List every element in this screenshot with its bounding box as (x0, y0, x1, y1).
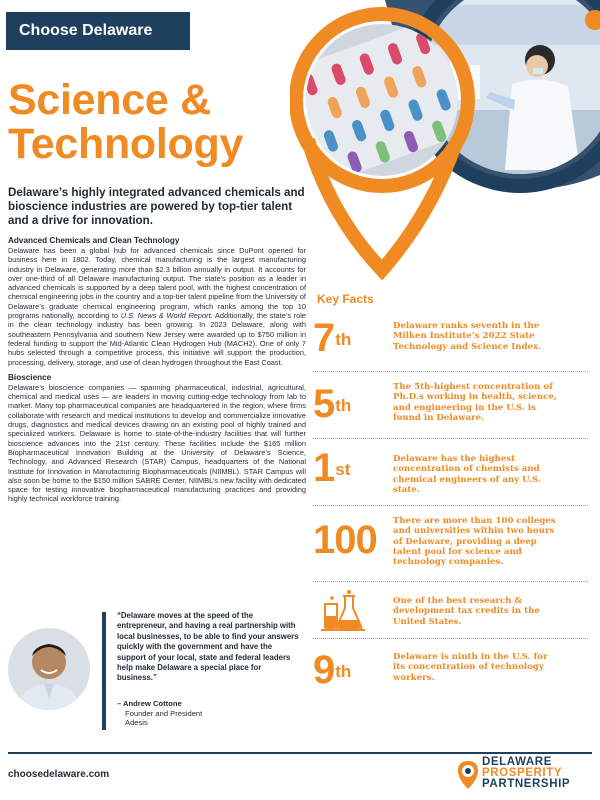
key-fact-2 (313, 384, 593, 434)
title-line-1: Science & (8, 76, 211, 124)
lead-paragraph: Delaware’s highly integrated advanced chemicals and bioscience industries are powered by top-tier talent and a drive for innovation. (8, 186, 305, 227)
quote-company: Adesis (125, 718, 148, 727)
section-heading-bioscience: Bioscience (8, 372, 52, 382)
fact-number: 100 (313, 518, 377, 562)
title-line-2: Technology (8, 120, 244, 168)
fact-text: Delaware ranks seventh in the Milken Institute’s 2022 State Technology and Science Index. (393, 321, 542, 352)
hero-illustration (290, 0, 600, 290)
quote-attribution (117, 699, 202, 728)
fact-divider (313, 505, 588, 506)
fact-divider (313, 581, 588, 582)
fact-text: Delaware has the highest concentration of chemists and chemical engineers of any U.S. state. (393, 454, 541, 495)
quote-name: – Andrew Cottone (117, 699, 182, 708)
key-fact-5 (313, 588, 593, 636)
page-title (8, 78, 243, 166)
footer-divider (8, 752, 592, 754)
fact-divider (313, 438, 588, 439)
footer-website-link[interactable]: choosedelaware.com (8, 769, 110, 780)
section-body-chemicals: Delaware has been a global hub for advanced chemicals since DuPont opened for business here in 1802. Today, chemical manufacturing is the largest manufacturing industry in Delaware, generating more than $2.3 billion annually in output. It accounts for over one-third of all Delaware manufacturing output. The state’s position as a leader in advanced chemicals is supported by a deep talent pool, with the highest concentration of chemical engineering jobs in the country and a top-tier talent pipeline from the University of Delaware’s graduate chemical engineering program, which ranks among the top 10 programs nationally, according to U.S. News & World Report. Additionally, the state’s role in the clean technology industry has been growing. In 2023 Delaware, along with southeastern Pennsylvania and southern New Jersey were awarded up to $750 million in federal funding to support the Mid-Atlantic Clean Hydrogen Hub (MACH2). One of only 7 hubs selected through a competitive process, this initiative will support the production, processing, delivery, storage, and use of clean hydrogen throughout the East Coast. (8, 246, 306, 367)
fact-divider (313, 638, 588, 639)
key-fact-4 (313, 516, 593, 580)
key-fact-3 (313, 448, 593, 498)
key-fact-1 (313, 318, 593, 362)
fact-text: One of the best research & development tax credits in the United States. (393, 596, 540, 627)
header-tag: Choose Delaware (6, 12, 190, 50)
fact-text: There are more than 100 colleges and universities within two hours of Delaware, providing a deep talent pool for science and technology companies. (393, 516, 556, 568)
quote-divider (102, 612, 106, 730)
footer-logo (482, 757, 570, 790)
fact-text: The 5th-highest concentration of Ph.D.s working in health, science, and engineering in the U.S. is found in Delaware. (393, 382, 557, 423)
fact-text: Delaware is ninth in the U.S. for its concentration of technology workers. (393, 652, 548, 683)
fact-number: 1st (313, 446, 351, 490)
lab-flask-icon (317, 588, 367, 632)
testimonial-quote: “Delaware moves at the speed of the entrepreneur, and having a real partnership with local businesses, to be able to find your answers quickly with the government and have the support of your local, state and federal leaders help make Delaware a special place for business.” (117, 611, 299, 683)
section-heading-chemicals: Advanced Chemicals and Clean Technology (8, 236, 180, 245)
logo-line-1: DELAWARE (482, 756, 552, 768)
fact-divider (313, 371, 588, 372)
logo-line-3: PARTNERSHIP (482, 778, 571, 790)
key-facts-title: Key Facts (317, 292, 374, 306)
location-pin-logo-icon (456, 759, 480, 791)
body-column (8, 236, 306, 510)
fact-number: 7th (313, 316, 352, 360)
key-fact-6 (313, 650, 593, 696)
fact-number: 5th (313, 382, 352, 426)
section-body-bioscience: Delaware’s bioscience companies — spanning pharmaceutical, industrial, agricultural, chemical and medical uses — are leaders in moving cutting-edge technology from lab to market. Many top pharmaceutical companies are headquartered in the region, where firms collaborate with research and medical institutions to develop and commercialize innovative drugs, diagnostics and medical devices drawing on an existing pool of highly trained and specialized workers. Delaware is home to state-of-the-industry facilities that will further bioscience advances into the 21st century. These facilities include the $165 million Biopharmaceutical Innovation Building at the University of Delaware’s Science, Technology, and Advanced Research (STAR) Campus, headquarters of the National Institute for Innovation in Manufacturing Biopharmaceuticals (NIIMBL). STAR Campus will also soon be home to the $150 million SABRE Center, NIIMBL’s new facility with dedicated space for testing innovative biopharmaceutical manufacturing practices and providing highly technical workforce training. (8, 382, 306, 504)
fact-number: 9th (313, 648, 352, 692)
quote-role: Founder and President (125, 708, 203, 718)
avatar (8, 628, 90, 710)
logo-line-2: PROSPERITY (482, 767, 563, 779)
